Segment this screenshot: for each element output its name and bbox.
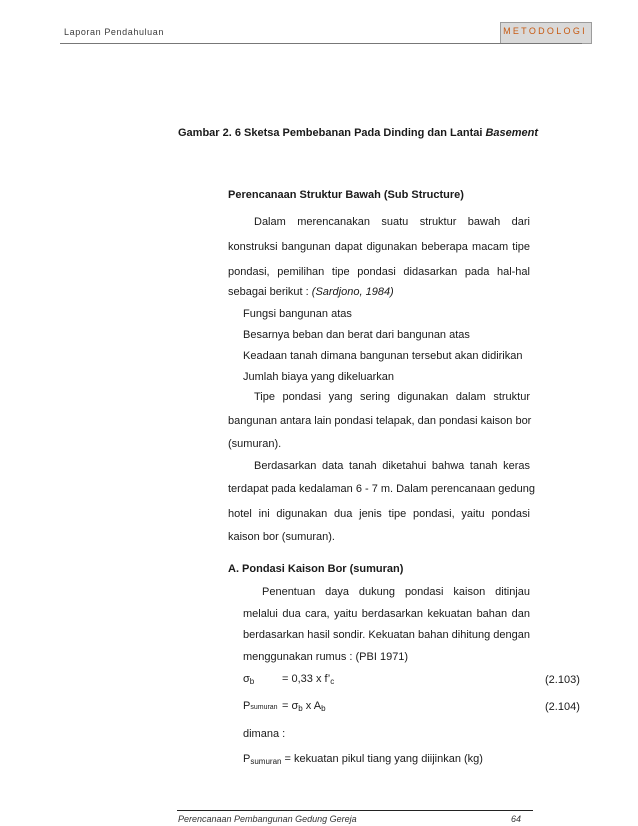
paragraph-line: pondasi, pemilihan tipe pondasi didasarkan pada hal-hal (228, 266, 530, 278)
citation: (Sardjono, 1984) (311, 286, 394, 298)
figure-caption (178, 127, 538, 139)
subsection-heading: A. Pondasi Kaison Bor (sumuran) (228, 563, 404, 575)
equation-2-103-rhs (282, 673, 334, 686)
eq-expression: = σ (282, 700, 299, 712)
paragraph-line: konstruksi bangunan dapat digunakan beberapa macam tipe (228, 241, 530, 253)
paragraph-line: hotel ini digunakan dua jenis tipe pondasi, yaitu pondasi (228, 508, 530, 520)
paragraph-line: Berdasarkan data tanah diketahui bahwa tanah keras (254, 460, 530, 472)
footer-rule (177, 810, 533, 811)
def-subscript: sumuran (250, 757, 282, 766)
eq-subscript: b (249, 677, 255, 686)
paragraph-line: bangunan antara lain pondasi telapak, dan pondasi kaison bor (228, 415, 532, 427)
paragraph-line: Dalam merencanakan suatu struktur bawah dari (254, 216, 530, 228)
eq-subscript: b (321, 704, 326, 713)
figure-caption-text: Gambar 2. 6 Sketsa Pembebanan Pada Dinding dan Lantai (178, 127, 486, 139)
paragraph-line: kaison bor (sumuran). (228, 531, 335, 543)
paragraph-text: sebagai berikut : (228, 286, 312, 298)
header-rule (60, 43, 582, 44)
chapter-label: METODOLOGI (503, 26, 587, 36)
paragraph-line: berdasarkan hasil sondir. Kekuatan bahan dihitung dengan (243, 629, 530, 641)
eq-expression: = 0,33 x f’ (282, 673, 331, 685)
list-item: Fungsi bangunan atas (243, 308, 352, 320)
eq-subscript: sumuran (250, 704, 278, 711)
figure-caption-italic: Basement (485, 127, 539, 139)
eq-symbol: σ (243, 673, 250, 685)
footer-title: Perencanaan Pembangunan Gedung Gereja (178, 814, 357, 824)
list-item: Keadaan tanah dimana bangunan tersebut akan didirikan (243, 350, 523, 362)
paragraph-line: Penentuan daya dukung pondasi kaison ditinjau (262, 586, 530, 598)
equation-2-103 (243, 673, 254, 686)
list-item: Jumlah biaya yang dikeluarkan (243, 371, 395, 383)
paragraph-line (228, 285, 394, 299)
paragraph-line: menggunakan rumus : (PBI 1971) (243, 651, 409, 663)
eq-expression: x A (302, 700, 322, 712)
equation-number: (2.103) (545, 674, 580, 686)
eq-symbol: P (243, 700, 251, 712)
paragraph-line: terdapat pada kedalaman 6 - 7 m. Dalam perencanaan gedung (228, 483, 535, 495)
list-item: Besarnya beban dan berat dari bangunan atas (243, 329, 470, 341)
dimana-label: dimana : (243, 728, 286, 740)
definition-line (243, 752, 483, 769)
paragraph-line: melalui dua cara, yaitu berdasarkan kekuatan bahan dan (243, 608, 530, 620)
def-symbol: P (243, 753, 251, 765)
page-number: 64 (511, 814, 522, 824)
equation-number: (2.104) (545, 701, 580, 713)
running-header-title: Laporan Pendahuluan (64, 27, 164, 37)
eq-subscript: b (298, 704, 303, 713)
eq-subscript: c (330, 677, 335, 686)
def-text: = kekuatan pikul tiang yang diijinkan (kg) (281, 753, 483, 765)
equation-2-104-rhs (282, 700, 326, 713)
paragraph-line: Tipe pondasi yang sering digunakan dalam struktur (254, 391, 530, 403)
equation-2-104 (243, 700, 278, 712)
section-heading: Perencanaan Struktur Bawah (Sub Structure) (228, 189, 464, 201)
paragraph-line: (sumuran). (228, 438, 282, 450)
